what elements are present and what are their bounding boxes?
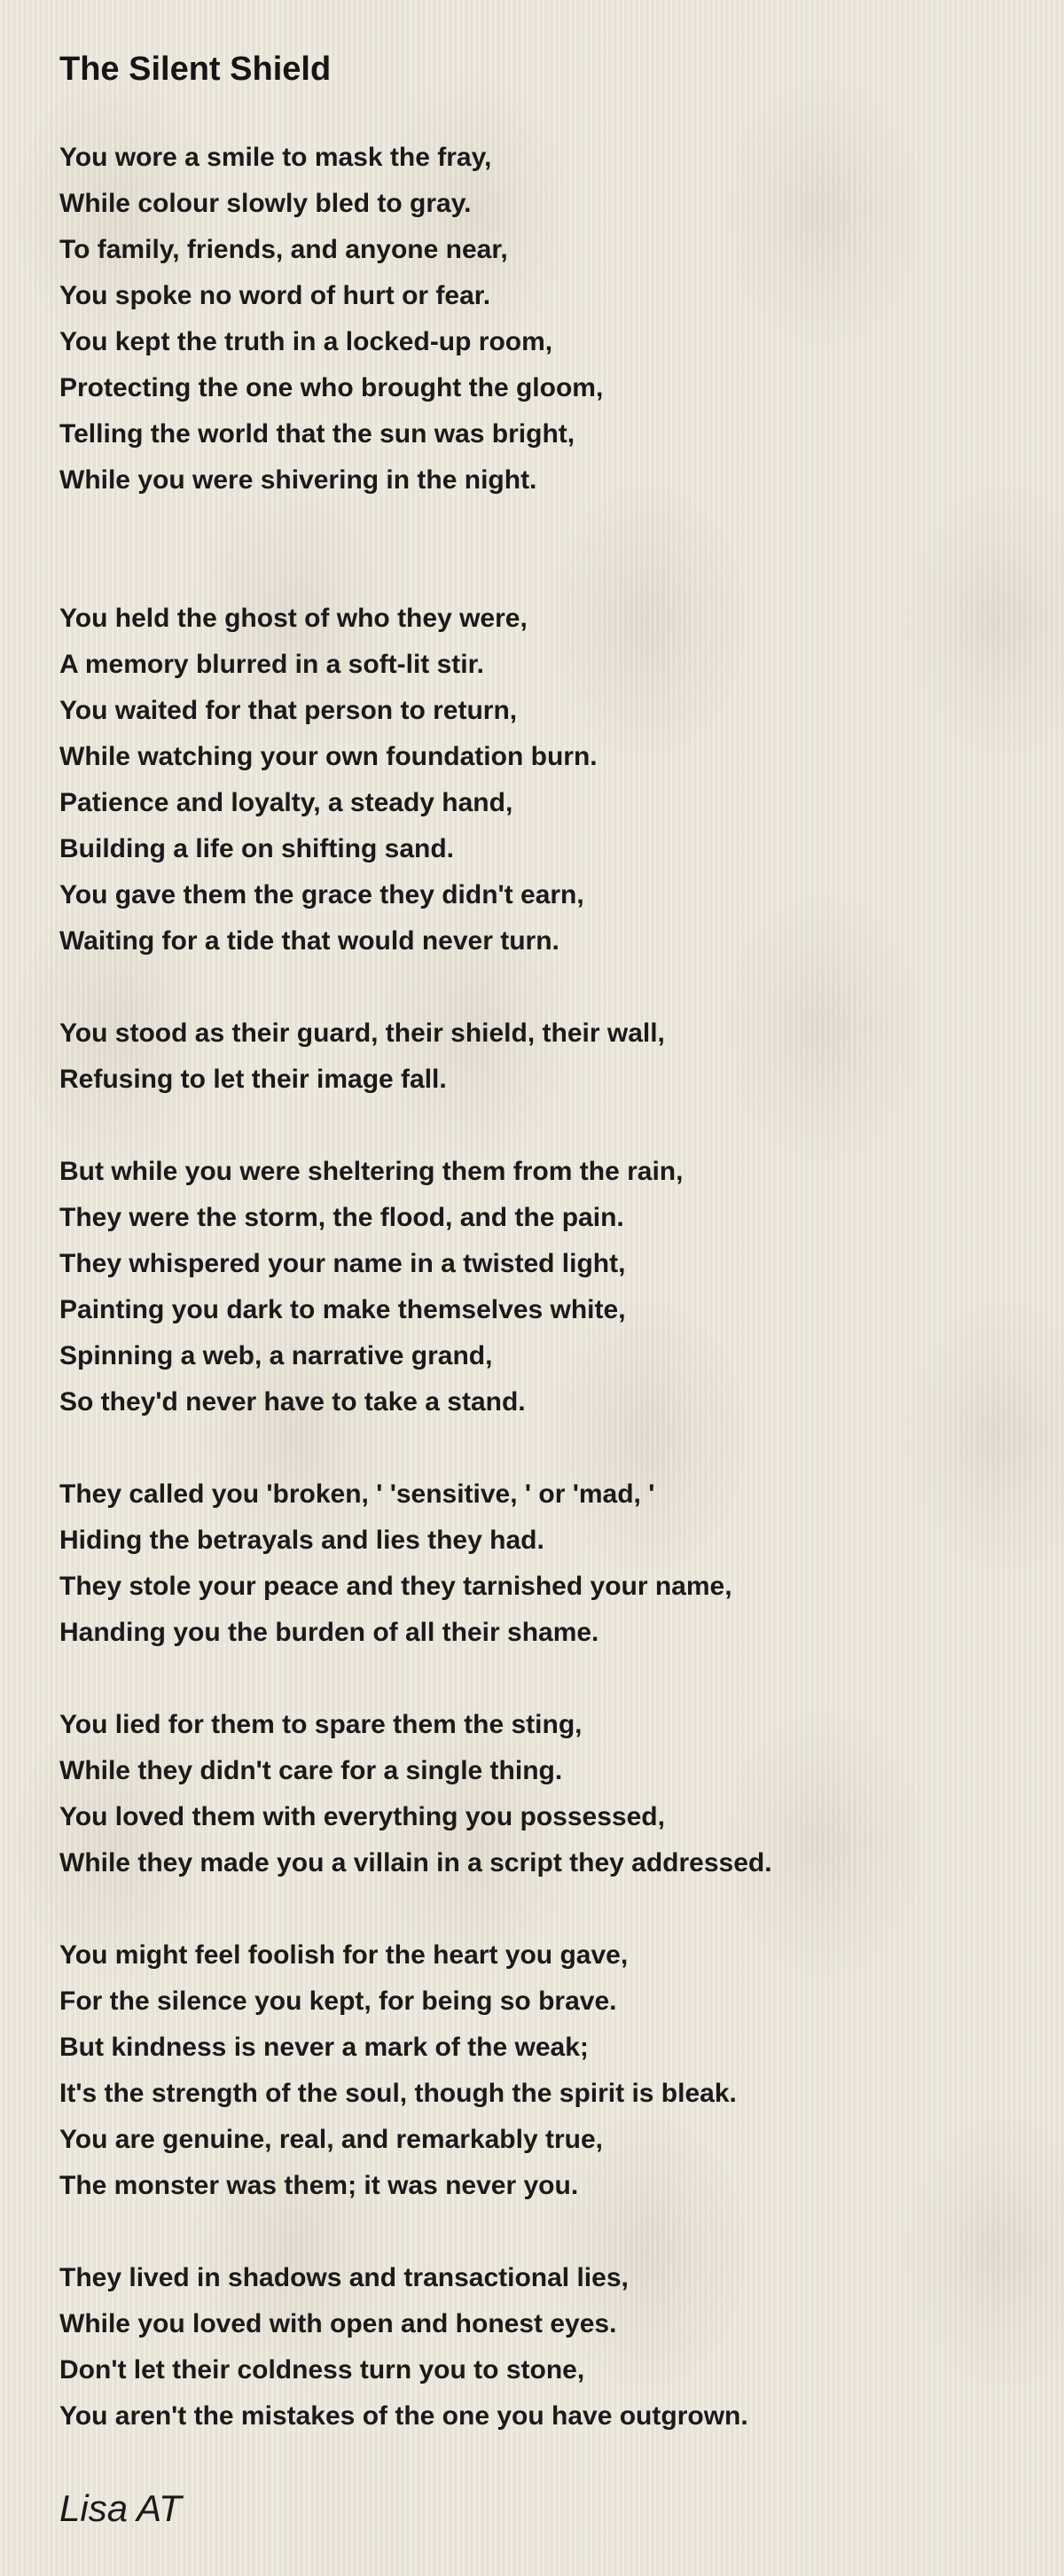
poem-line: While they made you a villain in a script they addressed. [59,1848,772,1877]
poem-line: But while you were sheltering them from the rain, [59,1157,684,1186]
poem-line: So they'd never have to take a stand. [59,1387,526,1417]
stanza [59,1149,1011,1425]
poem-line: They stole your peace and they tarnished your name, [59,1572,732,1601]
poem-line: Telling the world that the sun was bright, [59,419,575,449]
poem-line: It's the strength of the soul, though the spirit is bleak. [59,2079,737,2108]
poem-line: They lived in shadows and transactional lies, [59,2263,629,2292]
poem-title: The Silent Shield [59,51,332,88]
poem-line: Refusing to let their image fall. [59,1065,447,1094]
poem-line: To family, friends, and anyone near, [59,235,508,264]
poem-container [59,43,1011,2431]
stanza [59,1702,1011,1886]
poem-line: The monster was them; it was never you. [59,2171,579,2200]
poem-line: You lied for them to spare them the sting, [59,1710,583,1739]
poem-line: They called you 'broken, ' 'sensitive, ' or 'mad, ' [59,1479,655,1509]
poem-line: Don't let their coldness turn you to stone, [59,2355,585,2385]
poem-line: You stood as their guard, their shield, their wall, [59,1019,665,1048]
poem-line: You kept the truth in a locked-up room, [59,327,553,356]
poem-line: While you were shivering in the night. [59,465,537,495]
stanza [59,1932,1011,2209]
poem-line: They whispered your name in a twisted light, [59,1249,626,1278]
poem-line: Hiding the betrayals and lies they had. [59,1526,544,1555]
poem-line: You spoke no word of hurt or fear. [59,281,491,310]
poem-line: You loved them with everything you possessed, [59,1802,665,1831]
poem-line: Patience and loyalty, a steady hand, [59,788,513,817]
poem-line: A memory blurred in a soft-lit stir. [59,650,484,679]
poem-line: You are genuine, real, and remarkably true, [59,2125,603,2154]
poem-line: While they didn't care for a single thing. [59,1756,563,1785]
poem-author: Lisa AT [59,2487,182,2529]
stanza [59,596,1011,964]
poem-line: You gave them the grace they didn't earn, [59,880,584,909]
poem-line: You might feel foolish for the heart you gave, [59,1940,629,1970]
poem-line: But kindness is never a mark of the weak; [59,2033,589,2062]
poem-line: Waiting for a tide that would never turn. [59,926,559,956]
poem-line: For the silence you kept, for being so brave. [59,1987,617,2016]
poem-line: While watching your own foundation burn. [59,742,598,771]
poem-line: They were the storm, the flood, and the pain. [59,1203,624,1232]
poem-line: Painting you dark to make themselves white, [59,1295,626,1324]
poem-line: Protecting the one who brought the gloom, [59,373,604,402]
poem-line: While colour slowly bled to gray. [59,189,472,218]
stanza [59,1471,1011,1656]
stanza [59,2255,1011,2439]
poem-line: Handing you the burden of all their shame. [59,1618,599,1647]
poem-body [59,135,1011,2439]
poem-line: You wore a smile to mask the fray, [59,143,492,172]
stanza [59,1011,1011,1103]
poem-line: Spinning a web, a narrative grand, [59,1341,493,1370]
stanza [59,135,1011,503]
poem-line: You waited for that person to return, [59,696,518,725]
poem-line: While you loved with open and honest eyes. [59,2309,617,2338]
poem-line: Building a life on shifting sand. [59,834,454,863]
poem-line: You aren't the mistakes of the one you have outgrown. [59,2401,748,2431]
poem-line: You held the ghost of who they were, [59,604,528,633]
